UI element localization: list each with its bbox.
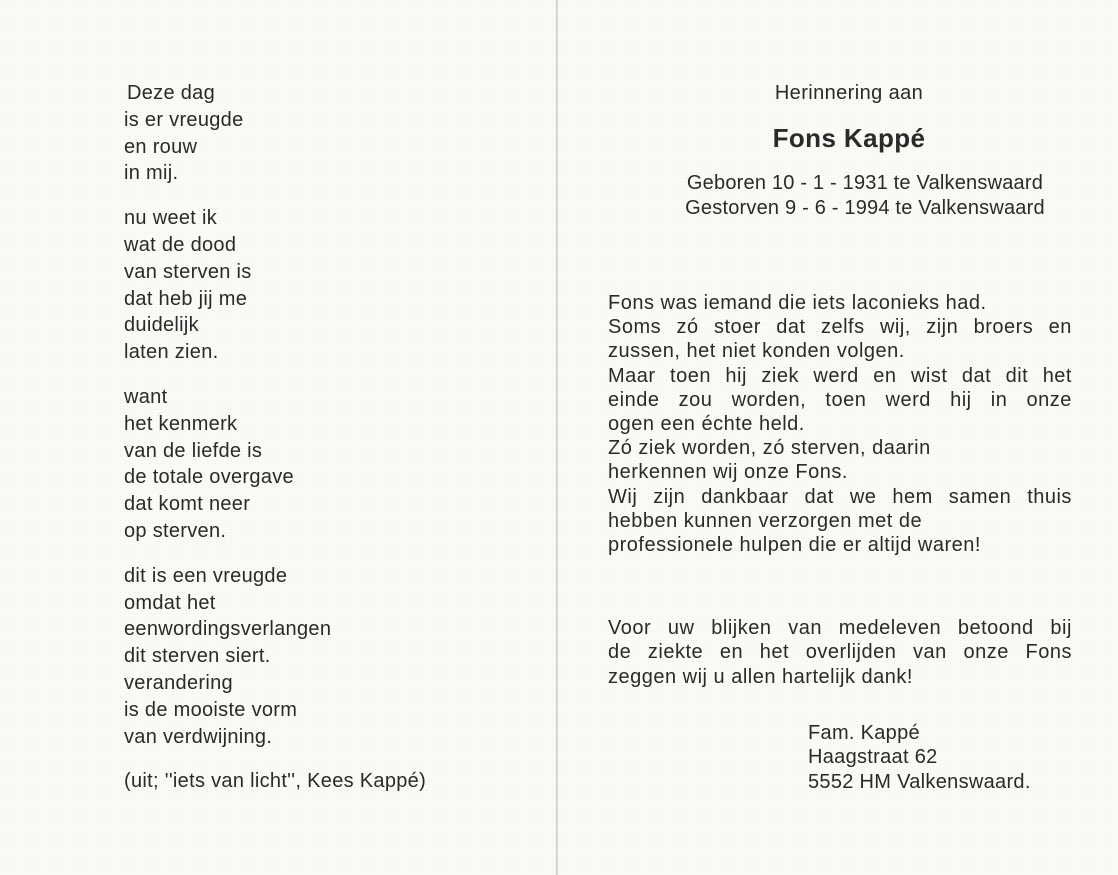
word: werd <box>885 388 931 411</box>
poem-line: en rouw <box>124 135 198 158</box>
message-line: ogen een échte held. <box>608 413 805 436</box>
poem-stanza <box>124 80 544 187</box>
word: Maar <box>608 364 656 387</box>
poem-stanza <box>124 384 544 545</box>
word: zó <box>676 316 699 339</box>
word: zou <box>678 388 713 411</box>
word: en <box>873 364 897 387</box>
family-street: Haagstraat 62 <box>808 746 938 769</box>
word: betoond <box>957 617 1034 640</box>
family-city: 5552 HM Valkenswaard. <box>808 770 1031 793</box>
poem-line: laten zien. <box>124 341 219 364</box>
poem-line: dit is een vreugde <box>124 564 288 587</box>
poem-line: duidelijk <box>124 314 199 337</box>
word: onze <box>963 641 1009 664</box>
message-line: hebben kunnen verzorgen met de <box>608 509 923 532</box>
family-signature <box>808 721 1080 795</box>
message-line: Zó ziek worden, zó sterven, daarin <box>608 437 931 460</box>
thanks-line <box>608 640 1072 664</box>
word: dit <box>1005 364 1029 387</box>
word: de <box>608 641 632 664</box>
message-line: herkennen wij onze Fons. <box>608 461 848 484</box>
thanks-line <box>608 616 1072 640</box>
poem-panel <box>124 80 544 795</box>
word: het <box>1042 364 1072 387</box>
word: zijn <box>653 485 686 508</box>
word: samen <box>948 485 1012 508</box>
message-line: Fons was iemand die iets laconieks had. <box>608 292 987 314</box>
tribute-message <box>600 291 1080 557</box>
word: dat <box>961 364 992 387</box>
word: uw <box>667 617 695 640</box>
word: onze <box>1026 388 1072 411</box>
word: dankbaar <box>701 485 789 508</box>
poem-line: is er vreugde <box>124 108 244 131</box>
poem-line: de totale overgave <box>124 466 294 489</box>
poem-line: wat de dood <box>124 233 237 256</box>
word: en <box>719 641 744 664</box>
deceased-name: Fons Kappé <box>772 123 926 153</box>
thanks-message <box>600 616 1080 689</box>
poem-line: dit sterven siert. <box>124 645 271 668</box>
word: medeleven <box>838 617 942 640</box>
word: van <box>913 641 947 664</box>
word: overlijden <box>805 641 897 664</box>
poem-line: dat komt neer <box>124 493 251 516</box>
poem-line: is de mooiste vorm <box>124 698 298 721</box>
word: in <box>990 388 1008 411</box>
message-line <box>608 485 1072 509</box>
word: wij, <box>879 316 911 339</box>
word: toen <box>670 364 711 387</box>
word: Voor <box>608 617 652 640</box>
word: Soms <box>608 316 662 339</box>
message-line <box>608 388 1072 412</box>
poem-line: van verdwijning. <box>124 725 273 748</box>
poem-line: dat heb jij me <box>124 287 248 310</box>
poem-line: omdat het <box>124 591 216 614</box>
word: ziekte <box>647 641 704 664</box>
message-line: zussen, het niet konden volgen. <box>608 340 905 363</box>
family-name: Fam. Kappé <box>808 721 920 744</box>
poem-line: nu weet ik <box>124 207 218 230</box>
poem-line: het kenmerk <box>124 412 238 435</box>
poem-line: Deze dag <box>127 82 216 104</box>
poem-line: op sterven. <box>124 519 227 542</box>
death-date: Gestorven 9 - 6 - 1994 te Valkenswaard <box>685 197 1045 219</box>
message-line <box>608 364 1072 388</box>
word: hem <box>892 485 933 508</box>
word: blijken <box>711 617 772 640</box>
poem-line: want <box>124 385 168 408</box>
poem-line: eenwordingsverlangen <box>124 618 332 641</box>
word: ziek <box>761 364 799 387</box>
word: thuis <box>1027 485 1072 508</box>
life-dates <box>650 171 1080 221</box>
memorial-heading: Herinnering aan <box>774 82 924 104</box>
word: stoer <box>713 316 761 339</box>
word: toen <box>825 388 867 411</box>
word: werd <box>813 364 859 387</box>
word: hij <box>950 388 972 411</box>
message-line <box>608 315 1072 339</box>
word: broers <box>973 316 1034 339</box>
poem-stanza <box>124 205 544 366</box>
word: Wij <box>608 485 638 508</box>
word: einde <box>608 388 660 411</box>
poem-line: in mij. <box>124 162 179 185</box>
word: zijn <box>926 316 959 339</box>
poem-line: van sterven is <box>124 260 252 283</box>
card-fold-line <box>556 0 558 875</box>
poem-line: van de liefde is <box>124 439 263 462</box>
word: wist <box>910 364 948 387</box>
word: dat <box>776 316 806 339</box>
word: bij <box>1050 617 1072 640</box>
message-line: professionele hulpen die er altijd waren! <box>608 534 981 557</box>
memorial-panel <box>600 80 1080 794</box>
poem-stanza <box>124 563 544 751</box>
word: dat <box>804 485 834 508</box>
word: van <box>788 617 822 640</box>
word: we <box>849 485 877 508</box>
thanks-line: zeggen wij u allen hartelijk dank! <box>608 665 913 688</box>
word: het <box>759 641 790 664</box>
word: Fons <box>1025 641 1072 664</box>
birth-date: Geboren 10 - 1 - 1931 te Valkenswaard <box>686 172 1044 194</box>
word: zelfs <box>820 316 865 339</box>
word: hij <box>725 364 747 387</box>
word: en <box>1048 316 1072 339</box>
word: worden, <box>731 388 807 411</box>
poem-source: (uit; ''iets van licht'', Kees Kappé) <box>124 770 427 793</box>
poem-line: verandering <box>124 671 233 694</box>
